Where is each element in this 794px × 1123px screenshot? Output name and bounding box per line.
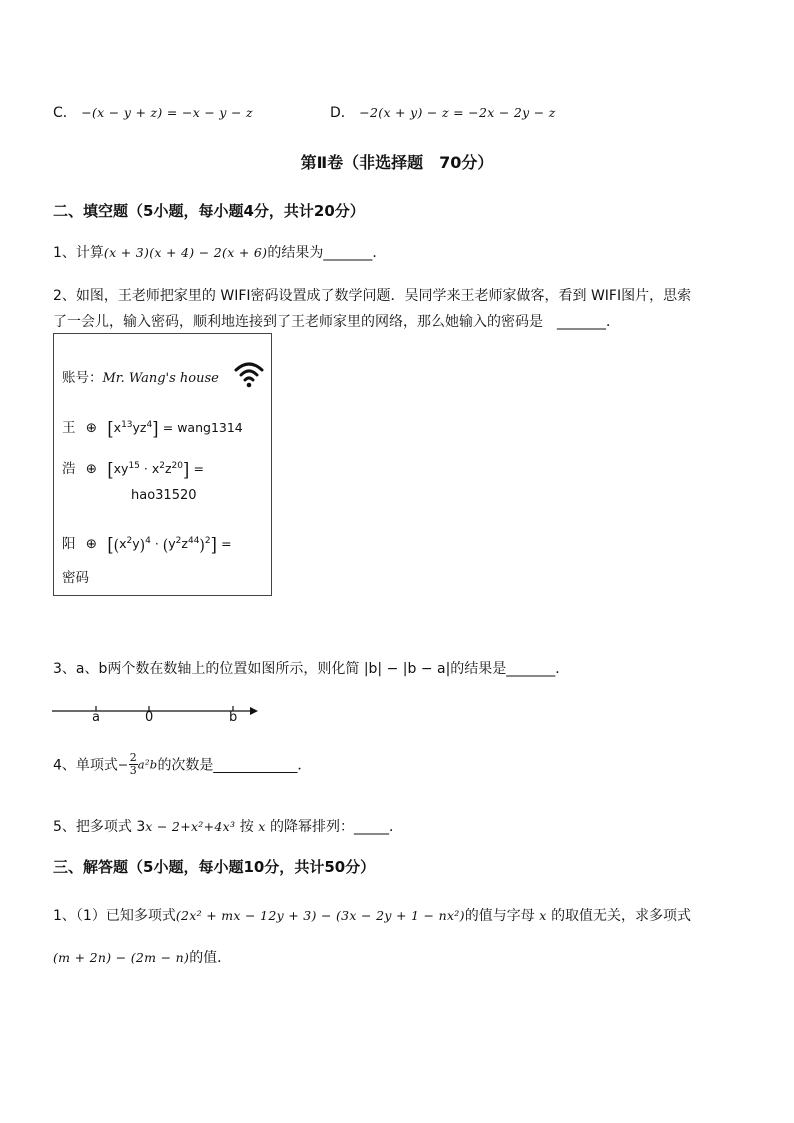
solve-q1-mid: 的值与字母 xyxy=(464,908,535,924)
wifi-icon xyxy=(234,360,264,388)
fill-q4-sign: − xyxy=(117,757,129,772)
fill-q5 xyxy=(53,816,403,836)
wifi-account-value: Mr. Wang's house xyxy=(102,371,219,386)
fill-q2-line1: 2、如图，王老师把家里的 WIFI密码设置成了数学问题．吴同学来王老师家做客，看到 WIFI图片，思索 xyxy=(53,288,692,304)
wifi-row3-result: 密码 xyxy=(62,570,89,586)
fill-q5-prefix: 5、把多项式 3 xyxy=(53,819,146,835)
wifi-account-label: 账号： xyxy=(62,370,103,386)
solve-q1-var: x xyxy=(539,908,547,923)
solve-q1-prefix: 1、（1）已知多项式 xyxy=(53,908,176,924)
axis-label-a: a xyxy=(92,710,100,725)
axis-label-0: 0 xyxy=(145,710,154,725)
fill-q4-fraction xyxy=(129,752,138,777)
fill-q3: 3、a、b两个数在数轴上的位置如图所示，则化简 |b| − |b − a|的结果是_______． xyxy=(53,661,570,677)
wifi-account-row xyxy=(62,366,219,386)
wifi-row1-op: ⊕ xyxy=(85,420,98,436)
section3-heading: 三、解答题（5小题，每小题10分，共计50分） xyxy=(53,858,376,876)
option-c xyxy=(53,102,253,122)
wifi-row-yang xyxy=(62,532,232,554)
option-d xyxy=(330,102,556,122)
solve-q1-expr: (2x² + mx − 12y + 3) − (3x − 2y + 1 − nx²) xyxy=(175,908,465,923)
wifi-row1-char: 王 xyxy=(62,420,76,436)
fill-q4-num: 2 xyxy=(129,751,137,764)
option-c-expr: −(x − y + z) = −x − y − z xyxy=(81,105,253,120)
solve-q1-suffix: 的取值无关，求多项式 xyxy=(551,908,692,924)
wifi-row3-op: ⊕ xyxy=(85,536,98,552)
wifi-row2-eq: = xyxy=(193,461,205,476)
wifi-row2-result: hao31520 xyxy=(131,488,197,503)
option-d-label: D． xyxy=(330,105,355,121)
fill-q5-var: x xyxy=(258,819,266,834)
solve-q1-line2 xyxy=(53,947,231,967)
wifi-row-hao xyxy=(62,457,204,479)
solve-q1-line2-expr: (m + 2n) − (2m − n) xyxy=(53,950,190,965)
wifi-row2-char: 浩 xyxy=(62,461,76,477)
option-c-label: C． xyxy=(53,105,77,121)
wifi-row2-op: ⊕ xyxy=(85,461,98,477)
axis-label-b: b xyxy=(229,710,238,725)
solve-q1-line1 xyxy=(53,905,691,925)
wifi-row2-expr: $[xy^{15} \cdot x^2z^{20}]$ xyxy=(107,458,190,481)
fill-q4-mono: a²b xyxy=(137,757,158,772)
wifi-row3-char: 阳 xyxy=(62,536,76,552)
fill-q4-suffix: 的次数是____________． xyxy=(157,757,312,774)
wifi-card xyxy=(53,333,272,596)
fill-q1 xyxy=(53,242,386,262)
fill-q5-poly: x − 2+x²+4x³ xyxy=(145,819,236,834)
wifi-row-wang xyxy=(62,416,243,438)
part2-title: 第Ⅱ卷（非选择题 70分） xyxy=(300,153,494,172)
option-d-expr: −2(x + y) − z = −2x − 2y − z xyxy=(359,105,556,120)
wifi-row3-eq: = xyxy=(221,536,232,551)
fill-q2-line2: 了一会儿，输入密码，顺利地连接到了王老师家里的网络，那么她输入的密码是 _______． xyxy=(53,314,620,330)
fill-q4-prefix: 4、单项式 xyxy=(53,757,118,774)
fill-q4 xyxy=(53,752,311,777)
wifi-row1-result: = wang1314 xyxy=(162,420,243,435)
solve-q1-line2-suffix: 的值． xyxy=(189,950,232,966)
wifi-row3-expr: $[(x^2y)^4 \cdot (y^2z^{44})^2]$ xyxy=(107,533,217,556)
fill-q1-prefix: 1、计算 xyxy=(53,245,104,261)
fill-q4-den: 3 xyxy=(129,764,137,777)
section2-heading: 二、填空题（5小题，每小题4分，共计20分） xyxy=(53,202,365,220)
fill-q5-suffix: 的降幂排列：_____． xyxy=(265,819,404,835)
fill-q1-expr: (x + 3)(x + 4) − 2(x + 6) xyxy=(103,245,268,260)
fill-q5-mid: 按 xyxy=(235,819,259,835)
wifi-row1-expr: $[x^{13}yz^4]$ xyxy=(107,417,159,440)
fill-q1-suffix: 的结果为_______． xyxy=(267,245,387,261)
